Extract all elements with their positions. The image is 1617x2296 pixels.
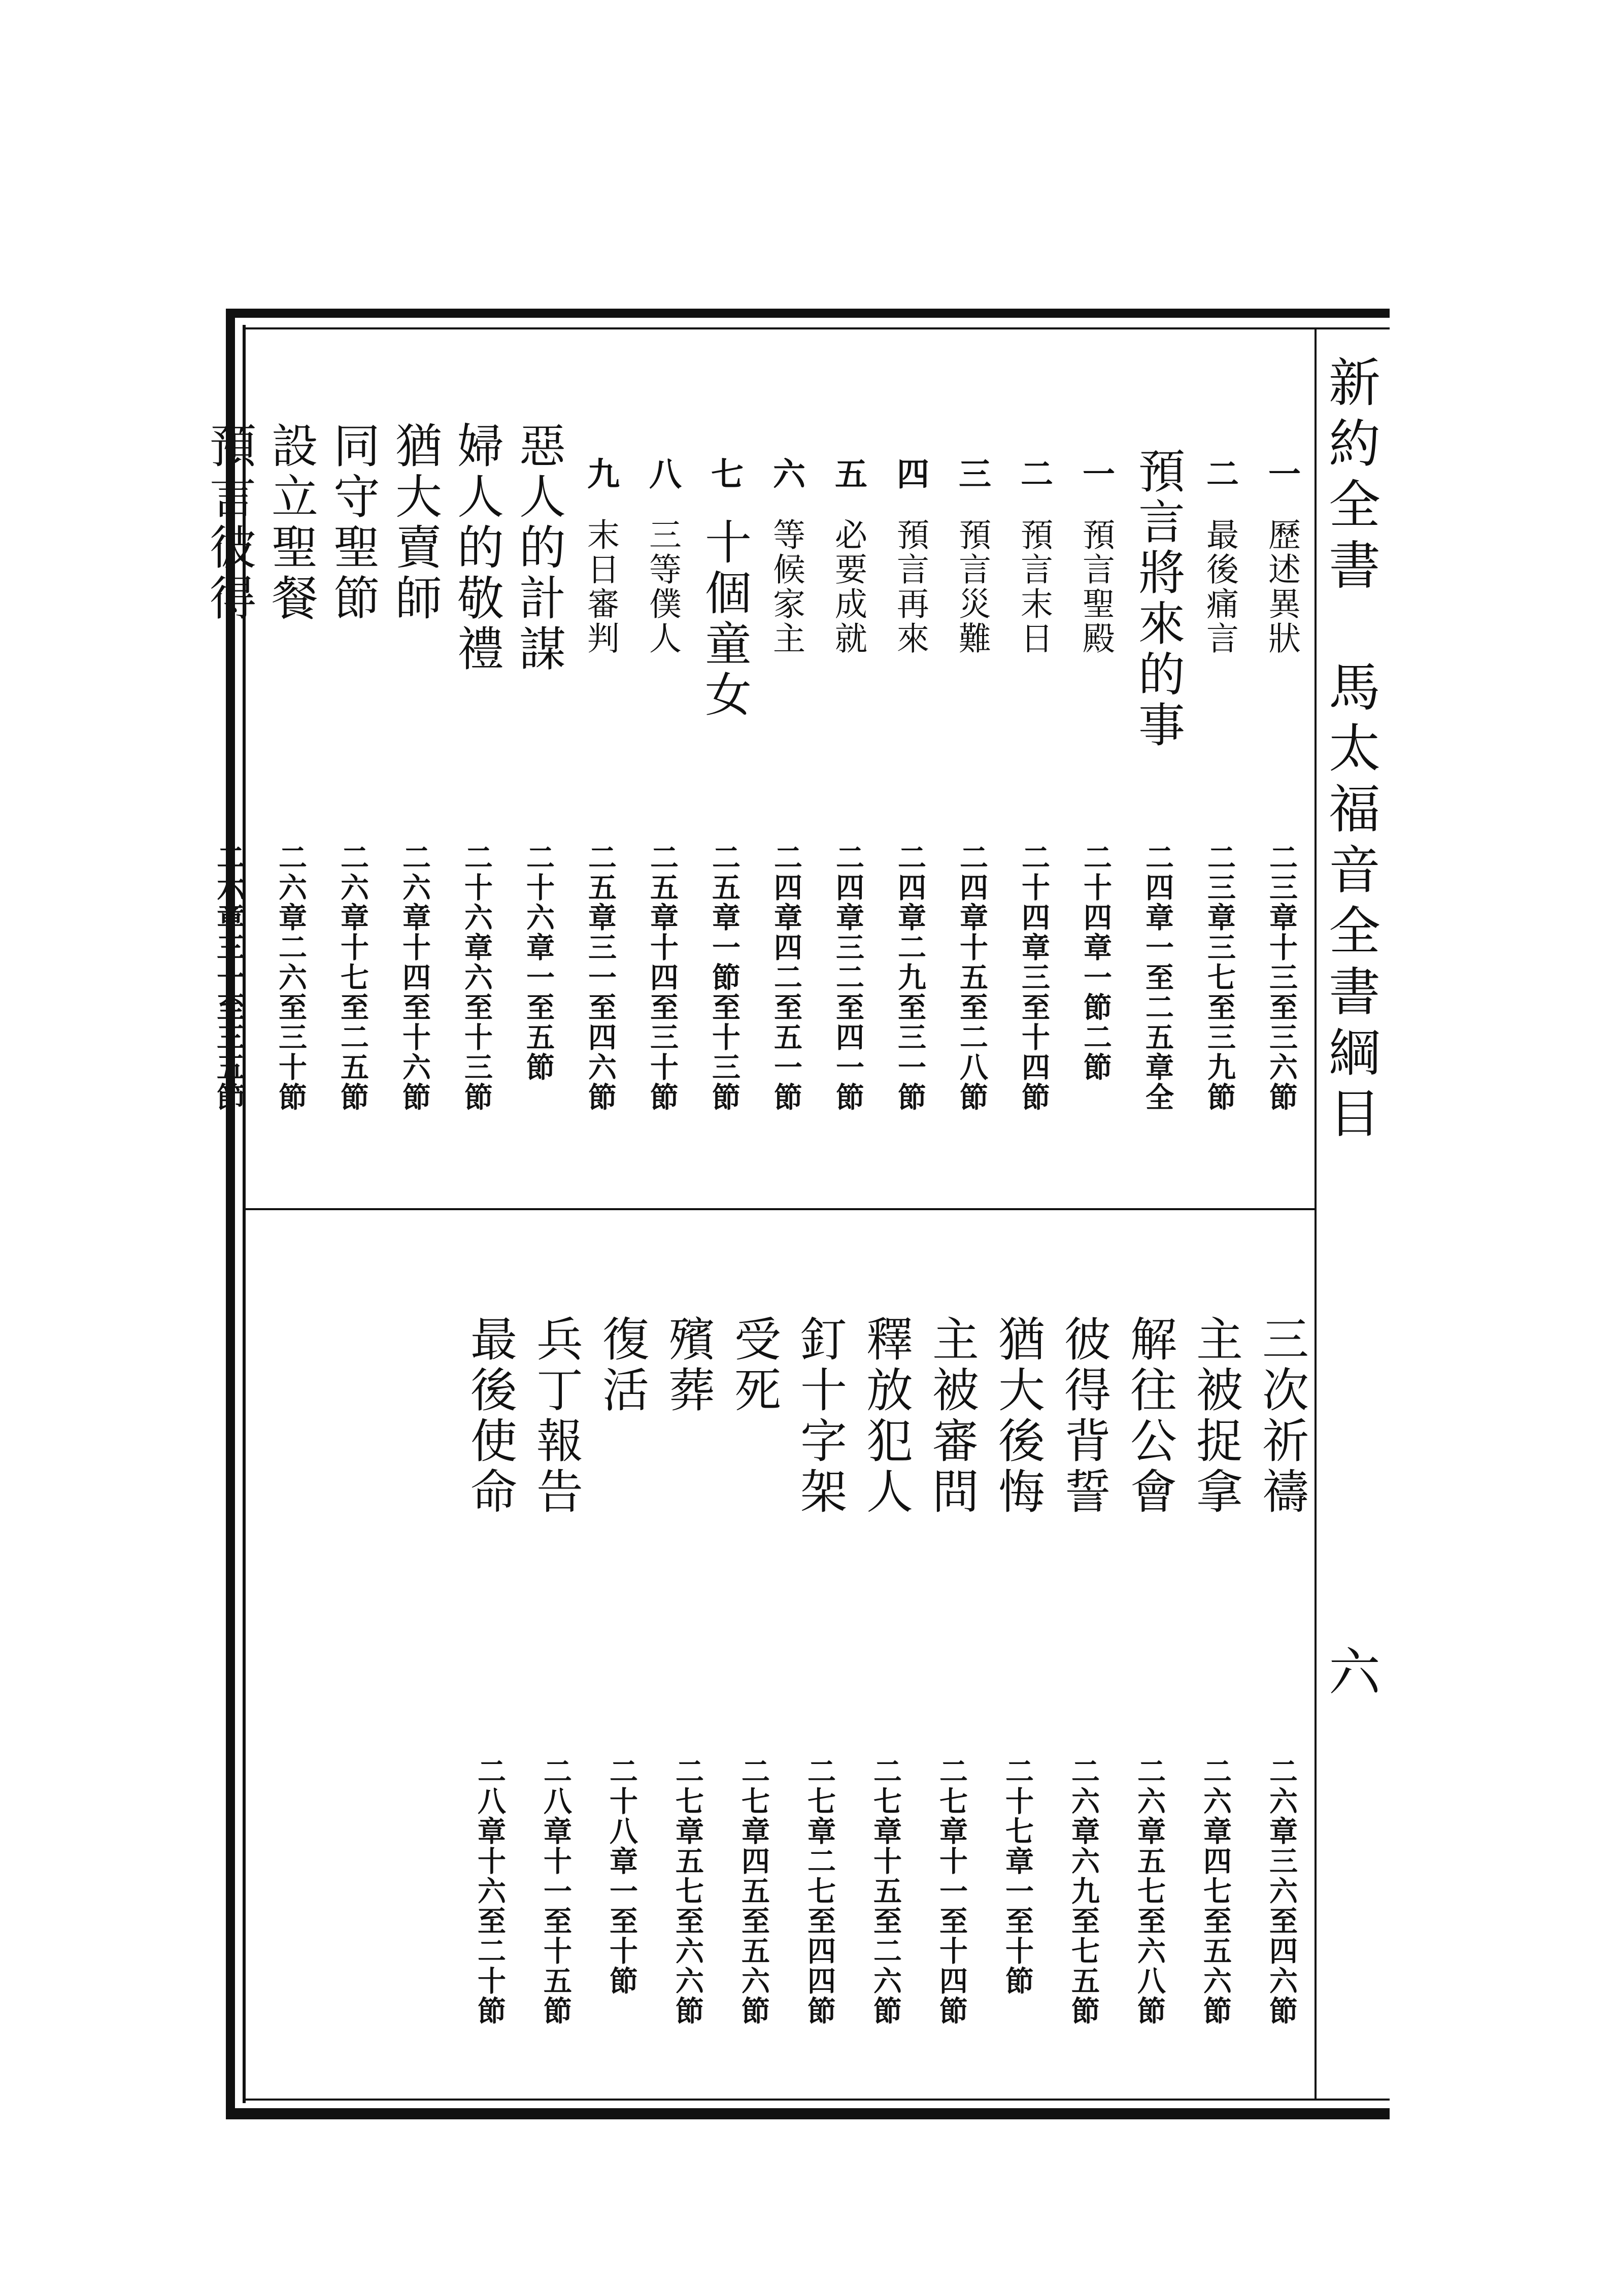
upper-entry-ref: 二六章二六至三十節: [274, 843, 308, 1112]
lower-entry-title: 主被審問: [925, 1315, 979, 1518]
upper-entry-num: 一: [1263, 457, 1301, 489]
lower-entry-title: 解往公會: [1123, 1315, 1177, 1518]
lower-entry-title: 釋放犯人: [859, 1315, 913, 1518]
lower-entry-title: 主被捉拿: [1189, 1315, 1243, 1518]
upper-entry-num: 二: [1015, 457, 1053, 489]
lower-entry-title: 最後使命: [463, 1315, 517, 1518]
page-title: 新約全書 馬太福音全書綱目: [1320, 355, 1380, 1147]
upper-entry-title: 等候家主: [767, 518, 805, 656]
upper-entry-num: 六: [767, 457, 805, 489]
title-separator-rule: [1315, 329, 1317, 2099]
upper-entry-title: 猶大賣師: [388, 421, 442, 624]
upper-entry-ref: 二三章十三至三六節: [1265, 843, 1298, 1112]
upper-entry-title: 十個童女: [697, 518, 752, 721]
upper-entry-ref: 二六章三一至三五節: [212, 843, 246, 1112]
upper-entry-title: 預言末日: [1015, 518, 1053, 656]
lower-entry-ref: 二六章三六至四六節: [1265, 1756, 1298, 2026]
upper-entry-title: 同守聖節: [326, 421, 380, 624]
lower-entry-ref: 二十八章一至十節: [605, 1756, 638, 1996]
lower-entry-ref: 二七章十五至二六節: [869, 1756, 902, 2026]
upper-entry-ref: 二五章一節至十三節: [708, 843, 741, 1112]
lower-entry-title: 受死: [727, 1315, 781, 1416]
upper-entry-ref: 二六章十四至十六節: [398, 843, 431, 1112]
upper-entry-title: 必要成就: [829, 518, 867, 656]
frame-inner-bottom-rule: [243, 2099, 1390, 2101]
lower-entry-title: 復活: [595, 1315, 649, 1416]
upper-entry-title: 三等僕人: [644, 518, 681, 656]
lower-entry-ref: 二六章四七至五六節: [1199, 1756, 1232, 2026]
upper-entry-title: 設立聖餐: [264, 421, 318, 624]
upper-entry-ref: 二四章十五至二八節: [955, 843, 989, 1112]
upper-entry-title: 歷述異狀: [1263, 518, 1300, 656]
lower-entry-ref: 二十七章一至十節: [1001, 1756, 1034, 1996]
upper-entry-ref: 二四章三二至四一節: [831, 843, 865, 1112]
upper-entry-title: 預言再來: [891, 518, 929, 656]
upper-entry-num: 三: [953, 457, 991, 489]
upper-entry-ref: 二五章三一至四六節: [584, 843, 617, 1112]
upper-entry-num: 七: [705, 457, 744, 489]
lower-entry-ref: 二八章十一至十五節: [539, 1756, 572, 2026]
page-number: 六: [1320, 1645, 1380, 1696]
lower-entry-ref: 二七章二七至四四節: [803, 1756, 836, 2026]
upper-entry-ref: 二四章一至二五章全: [1141, 843, 1174, 1112]
upper-entry-ref: 二三章三七至三九節: [1203, 843, 1236, 1112]
upper-entry-num: 二: [1201, 457, 1239, 489]
upper-entry-num: 五: [829, 457, 867, 489]
upper-entry-ref: 二十六章六至十三節: [460, 843, 493, 1112]
upper-entry-title: 婦人的敬禮: [450, 421, 504, 675]
upper-entry-num: 一: [1077, 457, 1115, 489]
lower-entry-title: 猶大後悔: [991, 1315, 1045, 1518]
upper-entry-ref: 二四章二九至三一節: [893, 843, 927, 1112]
upper-entry-ref: 二六章十七至二五節: [336, 843, 369, 1112]
lower-entry-ref: 二七章四五至五六節: [737, 1756, 770, 2026]
upper-entry-ref: 二十四章一節二節: [1079, 843, 1113, 1082]
upper-entry-num: 四: [891, 457, 929, 489]
lower-entry-ref: 二八章十六至二十節: [473, 1756, 507, 2026]
lower-entry-ref: 二七章十一至十四節: [935, 1756, 968, 2026]
upper-entry-title: 預言聖殿: [1077, 518, 1115, 656]
lower-entry-ref: 二六章六九至七五節: [1067, 1756, 1100, 2026]
lower-entry-title: 三次祈禱: [1255, 1315, 1309, 1518]
lower-entry-title: 彼得背誓: [1057, 1315, 1111, 1518]
upper-entry-num: 九: [582, 457, 620, 489]
upper-entry-title: 惡人的計謀: [512, 421, 566, 675]
upper-entry-title: 末日審判: [582, 518, 619, 656]
middle-separator-rule: [246, 1208, 1315, 1210]
lower-entry-title: 兵丁報告: [529, 1315, 583, 1518]
lower-entry-ref: 二六章五七至六八節: [1133, 1756, 1166, 2026]
upper-entry-ref: 二十四章三至十四節: [1017, 843, 1051, 1112]
frame-inner-top-rule: [243, 327, 1390, 329]
upper-entry-title: 預言彼得: [202, 421, 256, 624]
upper-entry-num: 八: [644, 457, 682, 489]
upper-entry-title: 預言將來的事: [1131, 447, 1185, 751]
upper-entry-ref: 二四章四二至五一節: [769, 843, 803, 1112]
lower-entry-ref: 二七章五七至六六節: [671, 1756, 704, 2026]
lower-entry-title: 釘十字架: [793, 1315, 847, 1518]
upper-entry-title: 最後痛言: [1201, 518, 1238, 656]
upper-entry-title: 預言災難: [953, 518, 991, 656]
upper-entry-ref: 二五章十四至三十節: [646, 843, 679, 1112]
upper-entry-ref: 二十六章一至五節: [522, 843, 555, 1082]
lower-entry-title: 殯葬: [661, 1315, 715, 1416]
